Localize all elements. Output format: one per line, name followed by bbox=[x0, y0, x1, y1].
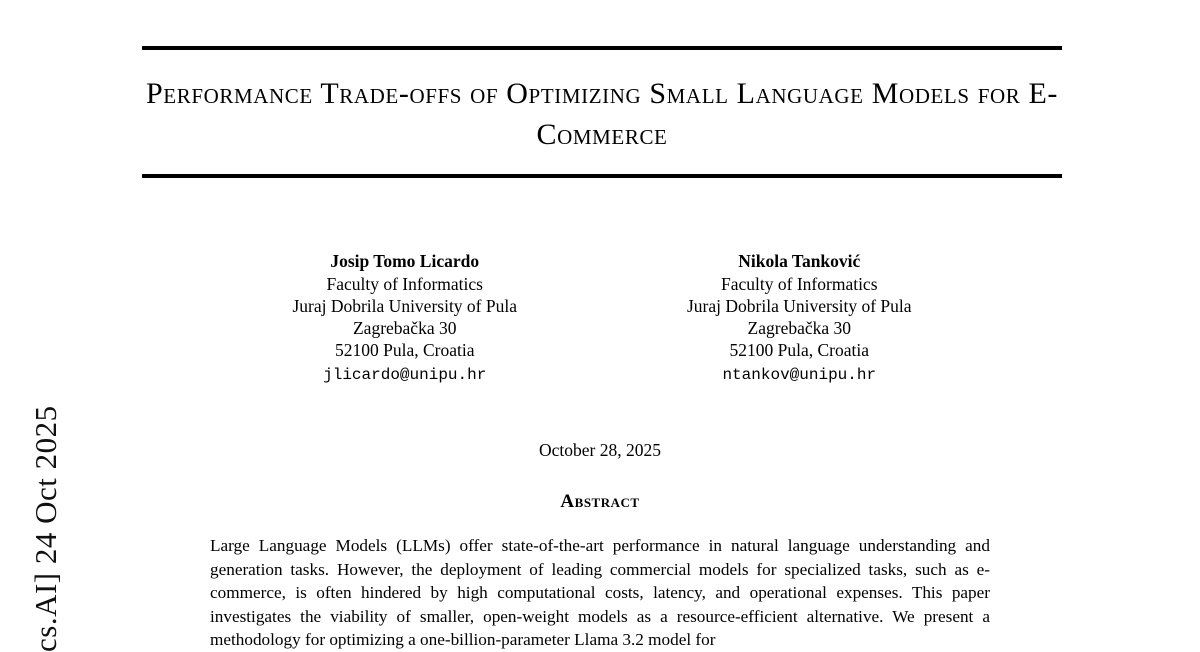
author-name: Nikola Tanković bbox=[738, 251, 861, 271]
author-city: 52100 Pula, Croatia bbox=[729, 340, 870, 360]
author-institution: Juraj Dobrila University of Pula bbox=[292, 296, 517, 316]
author-street: Zagrebačka 30 bbox=[747, 318, 852, 338]
author-institution: Juraj Dobrila University of Pula bbox=[687, 296, 912, 316]
author-block bbox=[292, 250, 517, 386]
author-block bbox=[687, 250, 912, 386]
author-city: 52100 Pula, Croatia bbox=[334, 340, 475, 360]
author-affiliation: Faculty of Informatics bbox=[326, 274, 483, 294]
author-name: Josip Tomo Licardo bbox=[330, 251, 480, 271]
abstract-body bbox=[210, 534, 990, 652]
arxiv-side-stamp: cs.AI] 24 Oct 2025 bbox=[28, 405, 63, 652]
title-rule-bottom bbox=[142, 174, 1062, 178]
author-email[interactable]: jlicardo@unipu.hr bbox=[323, 366, 487, 384]
title-block bbox=[142, 46, 1062, 178]
author-affiliation: Faculty of Informatics bbox=[721, 274, 878, 294]
abstract-paragraph: Large Language Models (LLMs) offer state-of-the-art performance in natural language understanding and generation tasks. However, the deployment of leading commercial models for specialized tasks, such as e-commerce, is often hindered by high computational costs, latency, and operational expenses. This paper investigates the viability of smaller, open-weight models as a resource-efficient alternative. We present a methodology for optimizing a one-billion-parameter Llama 3.2 model for bbox=[210, 536, 990, 649]
abstract-heading: Abstract bbox=[560, 491, 640, 512]
publication-date: October 28, 2025 bbox=[539, 440, 661, 460]
page-title: Performance Trade-offs of Optimizing Small Language Models for E-Commerce bbox=[146, 77, 1059, 151]
author-list bbox=[142, 250, 1062, 386]
author-street: Zagrebačka 30 bbox=[352, 318, 457, 338]
author-email[interactable]: ntankov@unipu.hr bbox=[722, 366, 877, 384]
